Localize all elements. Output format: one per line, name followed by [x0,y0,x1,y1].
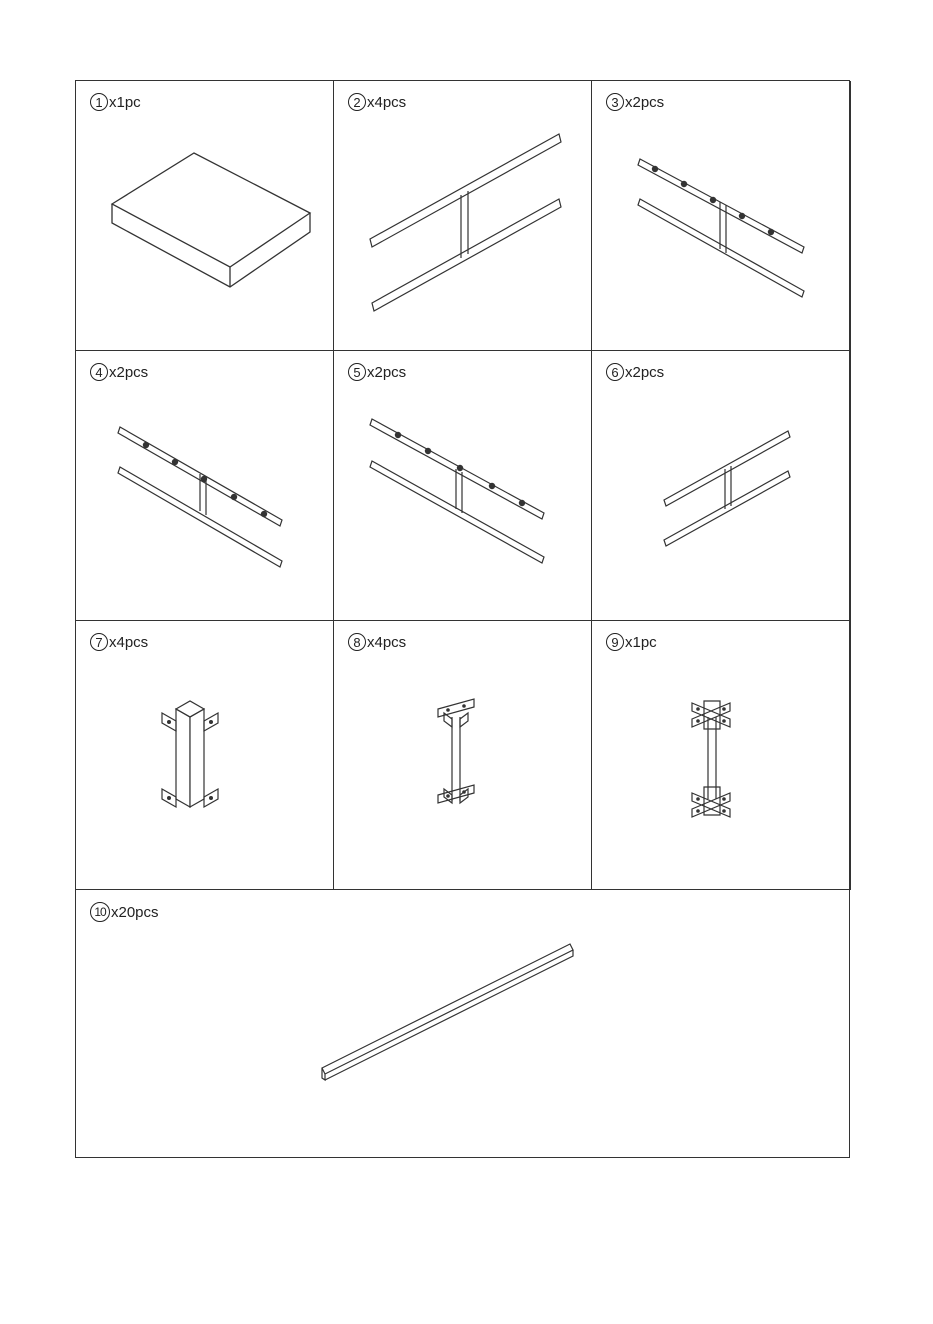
cross-leg-bracket-drawing [592,621,851,890]
part-number-8: 8 [348,633,366,651]
part-number-6: 6 [606,363,624,381]
part-cell-3 [592,81,851,351]
part-qty-4: x2pcs [109,363,149,381]
part-number-2: 2 [348,93,366,111]
part-cell-4 [76,351,334,621]
t-leg-bracket-drawing [334,621,592,890]
part-qty-5: x2pcs [367,363,407,381]
part-qty-8: x4pcs [367,633,407,651]
side-rail-with-brackets-drawing [592,81,851,351]
part-number-10: 10 [90,902,110,922]
part-number-5: 5 [348,363,366,381]
part-cell-7 [76,621,334,890]
part-cell-8 [334,621,592,890]
mattress-drawing [76,81,334,351]
part-qty-7: x4pcs [109,633,149,651]
part-qty-10: x20pcs [111,903,159,921]
part-cell-6 [592,351,851,621]
part-cell-9 [592,621,851,890]
side-frame-drawing [334,81,592,351]
part-cell-1 [76,81,334,351]
parts-grid [75,80,850,1158]
part-qty-1: x1pc [109,93,141,111]
part-number-4: 4 [90,363,108,381]
part-cell-2 [334,81,592,351]
long-rail-with-brackets-drawing [334,351,592,621]
part-qty-6: x2pcs [625,363,665,381]
part-qty-3: x2pcs [625,93,665,111]
part-number-9: 9 [606,633,624,651]
corner-leg-bracket-drawing [76,621,334,890]
part-number-3: 3 [606,93,624,111]
center-rail-with-brackets-drawing [76,351,334,621]
slat-drawing [76,890,850,1158]
short-frame-drawing [592,351,851,621]
part-qty-9: x1pc [625,633,657,651]
part-cell-5 [334,351,592,621]
part-number-7: 7 [90,633,108,651]
part-number-1: 1 [90,93,108,111]
part-cell-10 [76,890,850,1158]
part-qty-2: x4pcs [367,93,407,111]
